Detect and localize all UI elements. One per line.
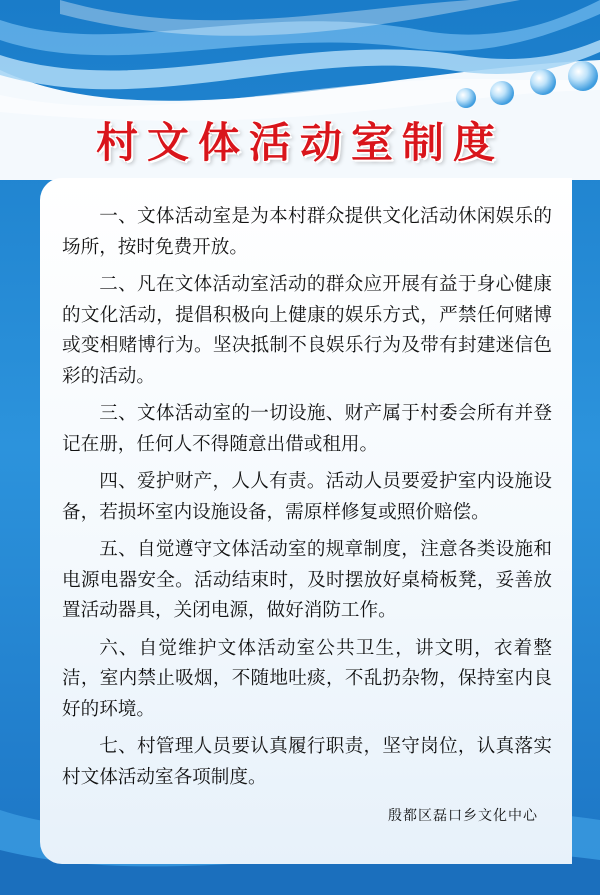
bubble-decoration bbox=[568, 61, 598, 91]
rule-item: 七、村管理人员要认真履行职责，坚守岗位，认真落实村文体活动室各项制度。 bbox=[62, 736, 552, 788]
rule-item: 五、自觉遵守文体活动室的规章制度，注意各类设施和电源电器安全。活动结束时，及时摆放好桌椅板凳，妥善放置活动器具，关闭电源，做好消防工作。 bbox=[62, 539, 552, 621]
bubble-decoration bbox=[530, 69, 556, 95]
rule-item: 六、自觉维护文体活动室公共卫生，讲文明，衣着整洁，室内禁止吸烟，不随地吐痰，不乱扔杂物，保持室内良好的环境。 bbox=[62, 637, 552, 720]
rule-item: 二、凡在文体活动室活动的群众应开展有益于身心健康的文化活动，提倡积极向上健康的娱乐方式，严禁任何赌博或变相赌博行为。坚决抵制不良娱乐行为及带有封建迷信色彩的活动。 bbox=[62, 274, 552, 387]
rule-item: 四、爱护财产，人人有责。活动人员要爱护室内设施设备，若损坏室内设施设备，需原样修复或照价赔偿。 bbox=[62, 471, 552, 523]
rule-item: 一、文体活动室是为本村群众提供文化活动休闲娱乐的场所，按时免费开放。 bbox=[62, 206, 552, 258]
bubble-decoration bbox=[456, 88, 476, 108]
rules-list bbox=[62, 202, 552, 800]
rule-item: 三、文体活动室的一切设施、财产属于村委会所有并登记在册，任何人不得随意出借或租用。 bbox=[62, 403, 552, 455]
bubble-decoration bbox=[490, 81, 514, 105]
issuer-signature: 殷都区磊口乡文化中心 bbox=[388, 808, 538, 824]
page-title: 村文体活动室制度 bbox=[95, 118, 504, 167]
